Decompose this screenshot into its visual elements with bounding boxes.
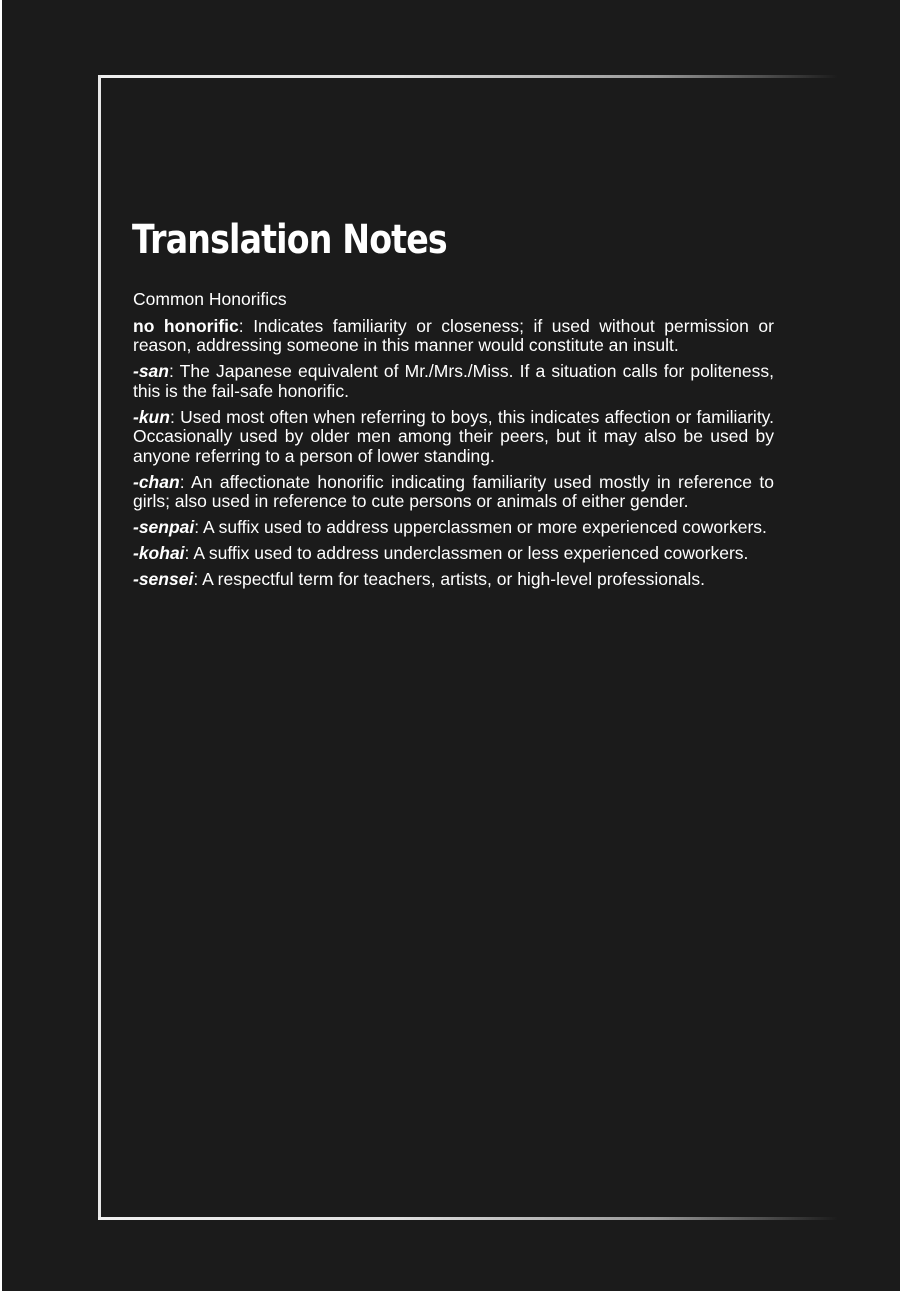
entry-definition: A suffix used to address underclassmen or less experienced coworkers. (189, 543, 749, 563)
entry-separator: : (169, 406, 175, 427)
entry-separator: : (184, 543, 190, 563)
entry-term: -senpai (133, 517, 195, 537)
entry-separator: : (194, 517, 200, 537)
entry-separator: : (238, 315, 244, 336)
entry-term: no honorific (133, 315, 239, 336)
page-title: Translation Notes (132, 217, 447, 263)
entry-kohai (133, 544, 774, 564)
entry-term: -kohai (133, 543, 185, 563)
entry-separator: : (168, 361, 174, 381)
section-subheading: Common Honorifics (133, 289, 287, 309)
entry-term: -sensei (133, 569, 194, 589)
entry-senpai (133, 518, 774, 538)
entry-definition: A suffix used to address upperclassmen or more experienced coworkers. (199, 517, 767, 537)
entry-term: -san (133, 361, 169, 381)
frame-bottom-border (98, 1217, 838, 1220)
entry-san (133, 362, 774, 401)
entry-chan (133, 473, 774, 512)
entry-sensei (133, 570, 774, 590)
entry-term: -kun (133, 406, 170, 427)
entry-term: -chan (133, 471, 180, 492)
book-page (2, 0, 900, 1291)
entry-definition: An affectionate honorific indicating familiarity used mostly in reference to girls; also used in reference to cute persons or animals of either gender. (133, 471, 774, 511)
entry-definition: Indicates familiarity or closeness; if used without permission or reason, addressing someone in this manner would constitute an insult. (133, 315, 774, 355)
entry-separator: : (193, 569, 199, 589)
honorifics-section (133, 290, 774, 596)
entry-definition: A respectful term for teachers, artists, or high-level professionals. (198, 569, 705, 589)
frame-left-border (98, 75, 101, 1220)
entry-definition: The Japanese equivalent of Mr./Mrs./Miss. If a situation calls for politeness, this is the fail-safe honorific. (133, 361, 774, 401)
frame-top-border (98, 75, 838, 78)
entry-kun (133, 408, 774, 467)
entry-separator: : (179, 471, 185, 492)
entry-no-honorific (133, 317, 774, 356)
entry-definition: Used most often when referring to boys, this indicates affection or familiarity. Occasionally used by older men among their peers, but it may also be used by anyone referring to a person of lower standing. (133, 406, 774, 466)
